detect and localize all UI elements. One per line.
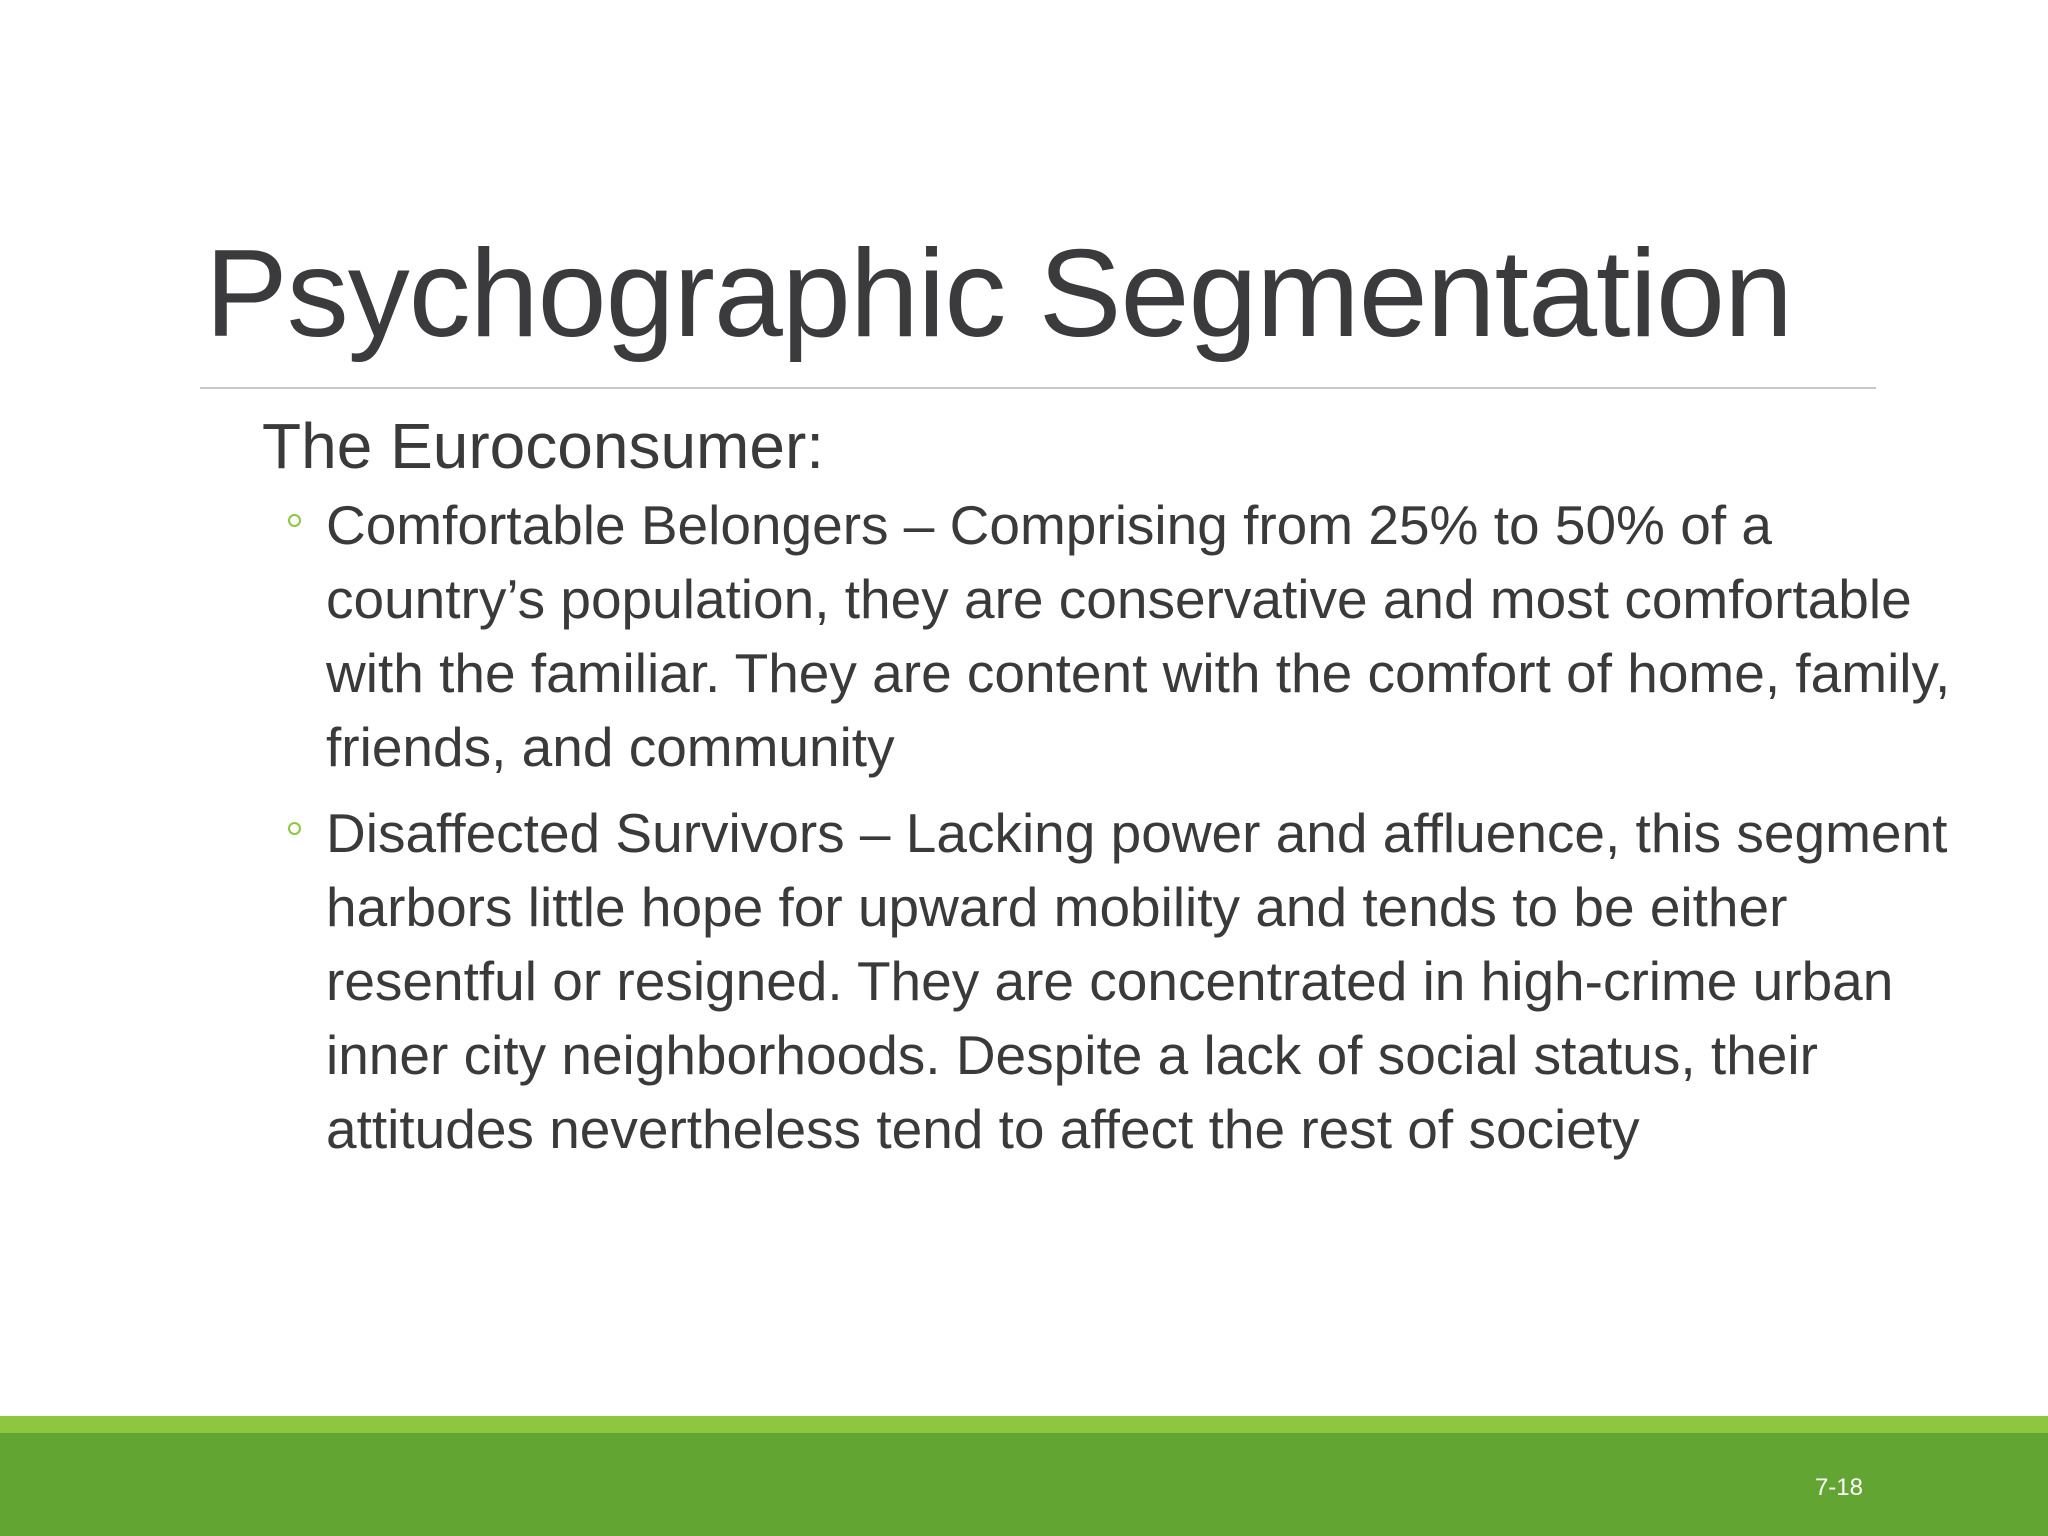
circle-bullet-icon [288, 514, 301, 527]
body-heading: The Euroconsumer: [262, 410, 825, 482]
bullet-item-comfortable-belongers [326, 488, 1962, 784]
bullet-text: Comfortable Belongers – Comprising from 25% to 50% of a country’s population, they are conservative and most comfortable with the familiar. They are content with the comfort of home, family, friends, and community [326, 494, 1951, 778]
circle-bullet-icon [288, 822, 301, 835]
slide-body [262, 410, 1962, 1178]
title-divider [200, 387, 1876, 389]
slide-title: Psychographic Segmentation [205, 225, 1792, 363]
bullet-item-disaffected-survivors [326, 796, 1962, 1166]
slide-number: 7-18 [1814, 1474, 1863, 1501]
footer-accent-stripe [0, 1416, 2048, 1433]
footer-bar [0, 1433, 2048, 1536]
bullet-list [262, 488, 1962, 1166]
bullet-text: Disaffected Survivors – Lacking power and affluence, this segment harbors little hope for upward mobility and tends to be either resentful or resigned. They are concentrated in high-crime urban inner city neighborhoods. Despite a lack of social status, their attitudes nevertheless tend to affect the rest of society [326, 802, 1948, 1160]
